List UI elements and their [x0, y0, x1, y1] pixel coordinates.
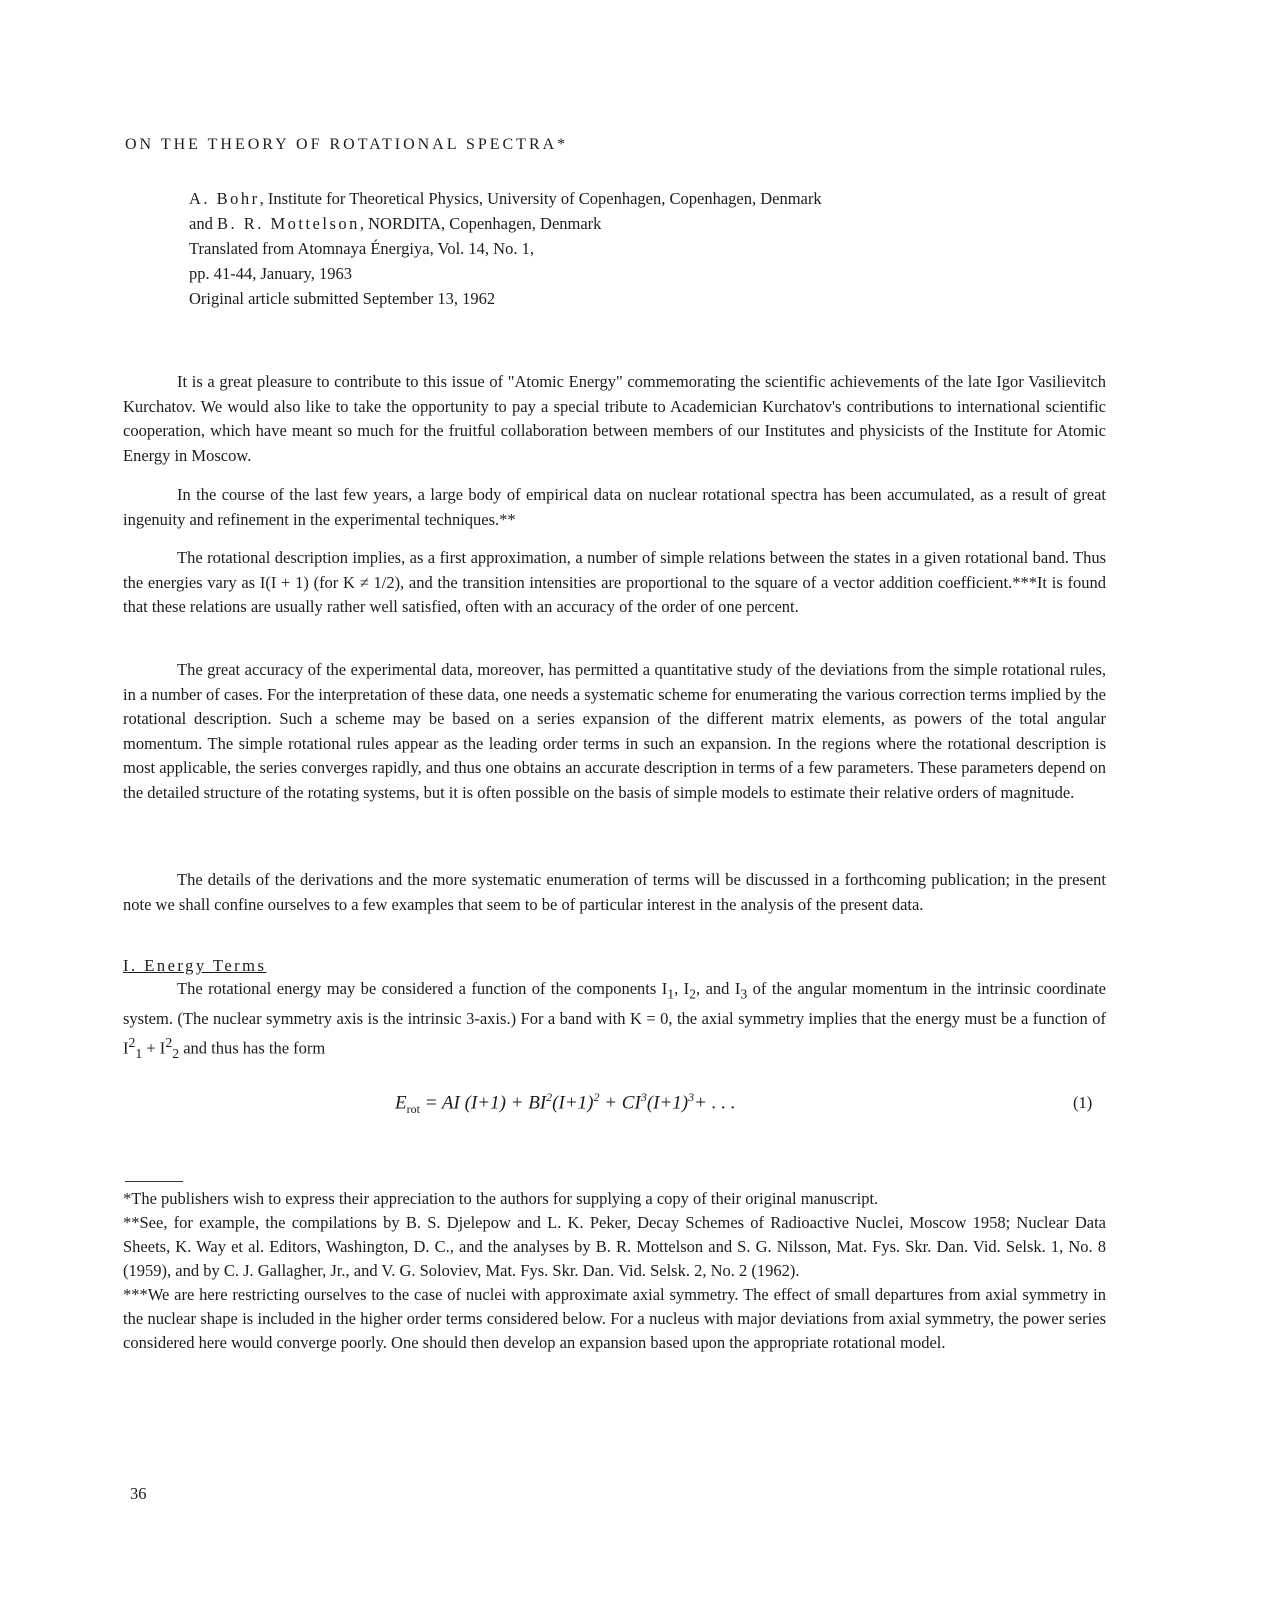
section-heading: I. Energy Terms	[123, 956, 267, 975]
footnote-3: ***We are here restricting ourselves to the case of nuclei with approximate axial symmetry. The effect of small departures from axial symmetry in the nuclear shape is included in the higher order terms considered below. For a nucleus with major deviations from axial symmetry, the power series considered here would converge poorly. One should then develop an expansion based upon the appropriate rotational model.	[123, 1285, 1106, 1352]
author-name-bohr: A. Bohr	[189, 189, 260, 208]
page-range-date: pp. 41-44, January, 1963	[189, 264, 352, 283]
author-affiliation-1: , Institute for Theoretical Physics, University of Copenhagen, Copenhagen, Denmark	[259, 189, 822, 208]
translation-source: Translated from Atomnaya Énergiya, Vol. 14, No. 1,	[189, 239, 534, 258]
author-name-mottelson: B. R. Mottelson	[216, 214, 360, 233]
article-title: ON THE THEORY OF ROTATIONAL SPECTRA*	[125, 136, 569, 153]
paragraph-5: The details of the derivations and the more systematic enumeration of terms will be discussed in a forthcoming publication; in the present note we shall confine ourselves to a few examples that seem to be of particular interest in the analysis of the present data.	[123, 870, 1106, 914]
paragraph-2: In the course of the last few years, a large body of empirical data on nuclear rotational spectra has been accumulated, as a result of great ingenuity and refinement in the experimental techniques.**	[123, 485, 1106, 529]
author-affiliation-2: , NORDITA, Copenhagen, Denmark	[359, 214, 602, 233]
page-number: 36	[130, 1484, 147, 1503]
equation-1: $E_{rot}$ = AI $(I+1) + BI^2(I+1)^2 + CI^3(I+1)^3+$ . . .	[395, 1090, 736, 1117]
author-block	[189, 186, 822, 311]
author-and: and	[189, 214, 217, 233]
equation-number: (1)	[1073, 1093, 1093, 1112]
paragraph-1: It is a great pleasure to contribute to this issue of "Atomic Energy" commemorating the scientific achievements of the late Igor Vasilievitch Kurchatov. We would also like to take the opportunity to pay a special tribute to Academician Kurchatov's contributions to international scientific cooperation, which have meant so much for the fruitful collaboration between members of our Institutes and physicists of the Institute for Atomic Energy in Moscow.	[123, 372, 1106, 465]
footnote-divider	[125, 1181, 183, 1182]
author-line-2	[189, 211, 822, 236]
submission-date: Original article submitted September 13, 1962	[189, 289, 496, 308]
paragraph-3: The rotational description implies, as a first approximation, a number of simple relations between the states in a given rotational band. Thus the energies vary as I(I + 1) (for K ≠ 1/2), and the transition intensities are proportional to the square of a vector addition coefficient.***It is found that these relations are usually rather well satisfied, often with an accuracy of the order of one percent.	[123, 548, 1106, 616]
paragraph-4: The great accuracy of the experimental data, moreover, has permitted a quantitative study of the deviations from the simple rotational rules, in a number of cases. For the interpretation of these data, one needs a systematic scheme for enumerating the various correction terms implied by the rotational description. Such a scheme may be based on a series expansion of the different matrix elements, as powers of the total angular momentum. The simple rotational rules appear as the leading order terms in such an expansion. In the regions where the rotational description is most applicable, the series converges rapidly, and thus one obtains an accurate description in terms of a few parameters. These parameters depend on the detailed structure of the rotating systems, but it is often possible on the basis of simple models to estimate their relative orders of magnitude.	[123, 660, 1106, 802]
footnotes	[123, 1187, 1106, 1355]
footnote-2: **See, for example, the compilations by B. S. Djelepow and L. K. Peker, Decay Schemes of Radioactive Nuclei, Moscow 1958; Nuclear Data Sheets, K. Way et al. Editors, Washington, D. C., and the analyses by B. R. Mottelson and S. G. Nilsson, Mat. Fys. Skr. Dan. Vid. Selsk. 1, No. 8 (1959), and by C. J. Gallagher, Jr., and V. G. Soloviev, Mat. Fys. Skr. Dan. Vid. Selsk. 2, No. 2 (1962).	[123, 1213, 1106, 1280]
author-line-1	[189, 186, 822, 211]
section-paragraph: The rotational energy may be considered a function of the components $I_1$, $I_2$, and $I_3$ of the angular momentum in the intrinsic coordinate system. (The nuclear symmetry axis is the intrinsic 3-axis.) For a band with K = 0, the axial symmetry implies that the energy must be a function of $I^2_1 + I^2_2$ and thus has the form	[123, 979, 1106, 1062]
footnote-1: *The publishers wish to express their appreciation to the authors for supplying a copy of their original manuscript.	[123, 1189, 879, 1208]
